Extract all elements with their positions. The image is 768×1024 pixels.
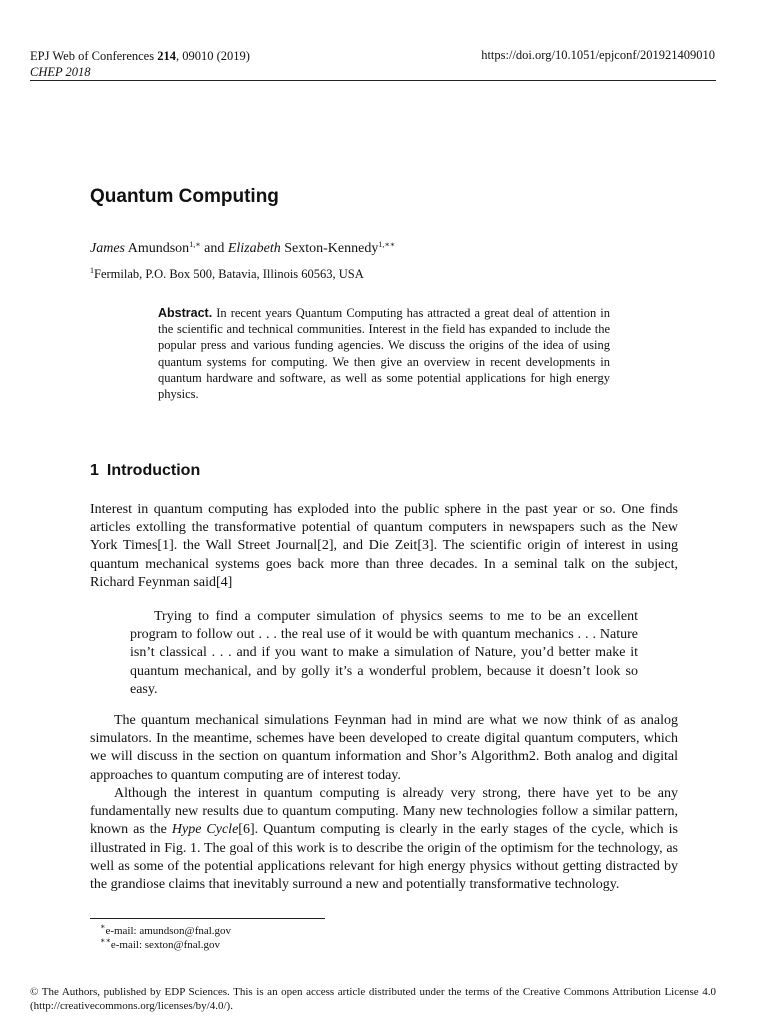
abstract-text: In recent years Quantum Computing has attracted a great deal of attention in the scientific and technical communities. Interest in the field has expanded to include the popular press and various funding agencies. We discuss the origins of the idea of using quantum systems for computing. We then give an overview in recent developments in quantum hardware and software, as well as some potential applications for high energy physics. [158,306,610,402]
header-rule [30,80,716,81]
author-1-last: Amundson [125,241,190,256]
abstract [158,305,610,402]
paragraph-3-a: Although the interest in quantum computing is already very strong, there have yet to be any fundamentally new results due to quantum computing. Many new technologies follow a similar pattern, known as the [90,786,678,838]
author-1-first: James [90,241,125,256]
abstract-label: Abstract. [158,306,213,320]
paragraph-3-b: [6]. Quantum computing is clearly in the early stages of the cycle, which is illustrated in Fig. 1. The goal of this work is to describe the origin of the optimism for the technology, as well as some of the potential applications relevant for high energy physics without getting distracted by the grandiose claims that inevitably surround a new and potentially transformative technology. [90,822,678,893]
author-1-sup: 1,∗ [189,240,201,249]
paragraph-2: The quantum mechanical simulations Feynman had in mind are what we now think of as analog simulators. In the meantime, schemes have been developed to create digital quantum computers, which we will discuss in the section on quantum information and Shor’s Algorithm2. Both analog and digital approaches to quantum computing are of interest today. [90,713,678,783]
footnote-2 [100,936,220,951]
paper-title: Quantum Computing [90,186,279,207]
footnote-1-text[interactable]: e-mail: amundson@fnal.gov [105,925,232,937]
author-list [90,240,395,257]
footnote-1-sup: ∗ [100,922,106,931]
affiliation [90,266,364,282]
footnote-rule [90,918,325,919]
quote-text: Trying to find a computer simulation of physics seems to me to be an excellent program to follow out . . . the real use of it would be with quantum mechanics . . . Nature isn’t classical . . . and if you want to make a simulation of Nature, you’d better make it quantum mechanical, and by golly it’s a wonderful problem, because it doesn’t look so easy. [130,609,638,697]
running-header [30,48,250,80]
footnote-2-text[interactable]: e-mail: sexton@fnal.gov [110,939,220,951]
hype-cycle-term: Hype Cycle [171,822,239,838]
affiliation-sup: 1 [90,266,94,275]
author-2-first: Elizabeth [227,241,281,256]
section-heading [90,462,200,480]
author-2-sup: 1,∗∗ [378,240,396,249]
journal-issue: , 09010 (2019) [175,49,250,63]
journal-volume: 214 [157,49,176,63]
footnote-2-sup: ∗∗ [100,936,111,945]
journal-name: EPJ Web of Conferences [30,49,158,63]
doi-link[interactable]: https://doi.org/10.1051/epjconf/201921409010 [481,48,715,62]
license-notice: © The Authors, published by EDP Sciences. This is an open access article distributed under the terms of the Creative Commons Attribution License 4.0 (http://creativecommons.org/licenses/by/4.0/). [30,986,716,1012]
paragraph-1: Interest in quantum computing has exploded into the public sphere in the past year or so. One finds articles extolling the transformative potential of quantum computers in newspapers such as the New York Times[1]. the Wall Street Journal[2], and Die Zeit[3]. The scientific origin of interest in using quantum mechanical systems goes back more than three decades. In a seminal talk on the subject, Richard Feynman said[4] [90,502,678,590]
author-2-last: Sexton-Kennedy [280,241,379,256]
section-number: 1 [90,462,99,479]
author-and: and [200,241,228,256]
feynman-quote [130,608,638,699]
conference-name: CHEP 2018 [30,65,91,79]
section-title: Introduction [106,462,201,479]
footnote-1 [100,922,231,937]
affiliation-text: Fermilab, P.O. Box 500, Batavia, Illinois 60563, USA [94,267,364,281]
paragraph-3 [90,785,678,894]
